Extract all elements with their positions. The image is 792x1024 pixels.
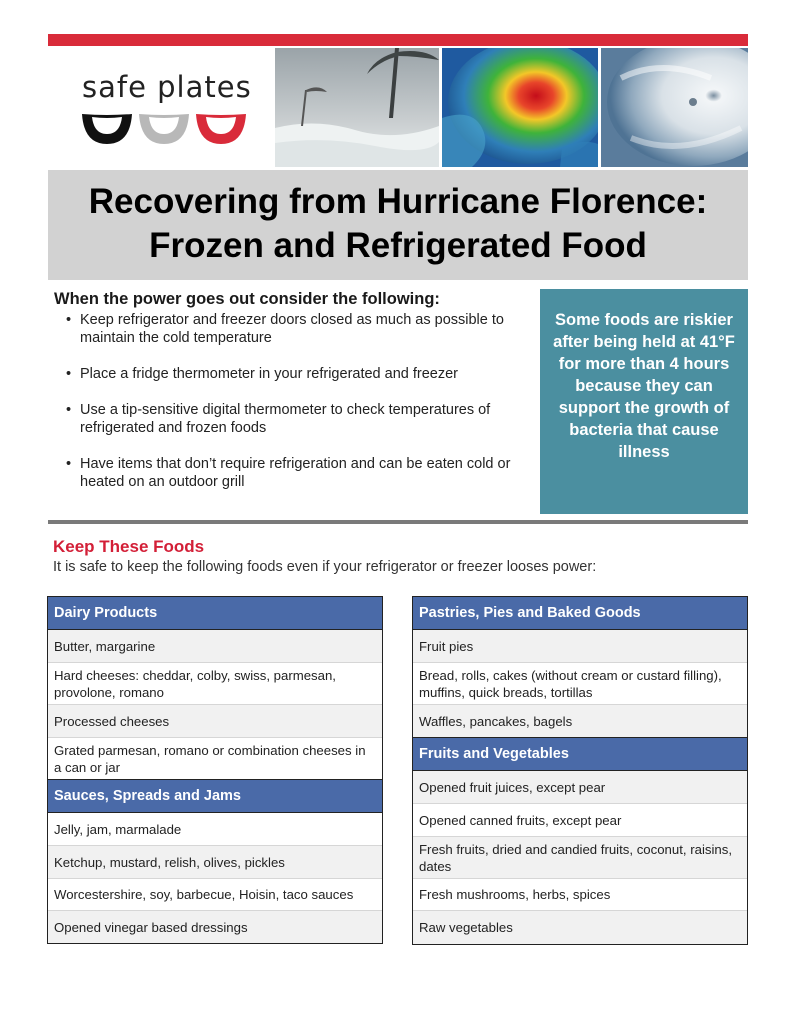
- list-item: [54, 455, 534, 491]
- list-item-text: Place a fridge thermometer in your refrigerated and freezer: [80, 366, 458, 382]
- table-row: Worcestershire, soy, barbecue, Hoisin, taco sauces: [48, 879, 382, 911]
- table-row: Ketchup, mustard, relish, olives, pickles: [48, 846, 382, 879]
- safe-plates-logo: [48, 48, 274, 168]
- power-outage-tips: [54, 290, 534, 509]
- keep-foods-subtitle: It is safe to keep the following foods even if your refrigerator or freezer looses power:: [53, 559, 597, 575]
- keep-foods-heading: Keep These Foods: [53, 537, 205, 556]
- logo-text: safe plates: [82, 70, 252, 104]
- risk-callout-box: [540, 289, 748, 514]
- table-row: Fresh fruits, dried and candied fruits, coconut, raisins, dates: [413, 837, 747, 879]
- table-row: Fruit pies: [413, 630, 747, 663]
- hurricane-beach-photo: [275, 48, 439, 167]
- left-food-table: [47, 596, 383, 944]
- page-title-line-2: Frozen and Refrigerated Food: [149, 226, 647, 265]
- sauces-spreads-header: Sauces, Spreads and Jams: [48, 780, 382, 813]
- list-item: [54, 365, 534, 383]
- plates-logo-icon: [80, 112, 250, 146]
- bullet-icon: •: [66, 366, 72, 382]
- table-row: Waffles, pancakes, bagels: [413, 705, 747, 738]
- list-item: [54, 401, 534, 437]
- satellite-hurricane-photo: [601, 48, 748, 167]
- table-row: Opened canned fruits, except pear: [413, 804, 747, 837]
- list-item-text: Have items that don’t require refrigeration and can be eaten cold or heated on an outdoor grill: [80, 456, 511, 490]
- dairy-products-header: Dairy Products: [48, 597, 382, 630]
- fruits-vegetables-header: Fruits and Vegetables: [413, 738, 747, 771]
- table-row: Bread, rolls, cakes (without cream or custard filling), muffins, quick breads, tortillas: [413, 663, 747, 705]
- bullet-icon: •: [66, 456, 72, 472]
- table-row: Raw vegetables: [413, 911, 747, 944]
- table-row: Fresh mushrooms, herbs, spices: [413, 879, 747, 911]
- pastries-pies-header: Pastries, Pies and Baked Goods: [413, 597, 747, 630]
- list-item-text: Use a tip-sensitive digital thermometer to check temperatures of refrigerated and frozen foods: [80, 402, 491, 436]
- callout-text: Some foods are riskier after being held at 41°F for more than 4 hours because they can support the growth of bacteria that cause illness: [553, 311, 735, 461]
- table-row: Jelly, jam, marmalade: [48, 813, 382, 846]
- table-row: Opened fruit juices, except pear: [413, 771, 747, 804]
- bullet-icon: •: [66, 312, 72, 328]
- table-row: Processed cheeses: [48, 705, 382, 738]
- table-row: Hard cheeses: cheddar, colby, swiss, parmesan, provolone, romano: [48, 663, 382, 705]
- table-row: Grated parmesan, romano or combination cheeses in a can or jar: [48, 738, 382, 780]
- top-accent-bar: [48, 34, 748, 46]
- bullet-icon: •: [66, 402, 72, 418]
- right-food-table: [412, 596, 748, 945]
- page-title-line-1: Recovering from Hurricane Florence:: [88, 182, 708, 221]
- radar-map-photo: [442, 48, 598, 167]
- tips-list: [54, 311, 534, 491]
- section-divider: [48, 520, 748, 524]
- title-banner: [48, 170, 748, 280]
- table-row: Butter, margarine: [48, 630, 382, 663]
- table-row: Opened vinegar based dressings: [48, 911, 382, 943]
- tips-heading: When the power goes out consider the following:: [54, 290, 440, 308]
- list-item-text: Keep refrigerator and freezer doors closed as much as possible to maintain the cold temperature: [80, 312, 504, 346]
- list-item: [54, 311, 534, 347]
